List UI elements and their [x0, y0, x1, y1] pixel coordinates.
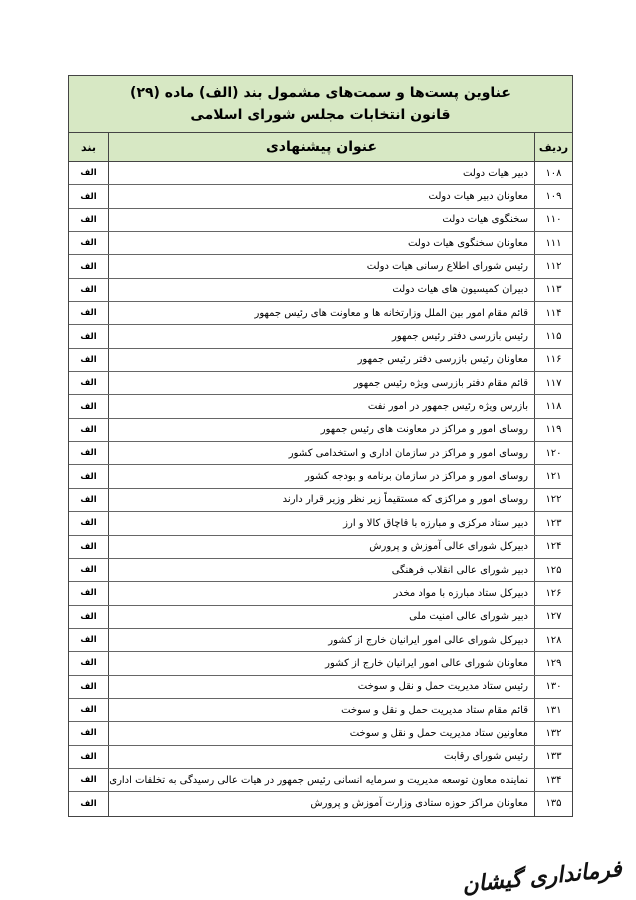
table-row	[69, 652, 572, 675]
row-number: ۱۱۱	[534, 232, 572, 254]
table-row	[69, 209, 572, 232]
row-clause: الف	[80, 448, 97, 459]
row-number: ۱۲۰	[534, 442, 572, 464]
row-number: ۱۳۳	[534, 746, 572, 768]
row-title: معاونان رئیس بازرسی دفتر رئیس جمهور	[108, 349, 534, 371]
row-clause: الف	[80, 471, 97, 482]
row-title: روسای امور و مراکز در معاونت های رئیس جمهور	[108, 419, 534, 441]
table-row	[69, 465, 572, 488]
row-title: قائم مقام ستاد مدیریت حمل و نقل و سوخت	[108, 699, 534, 721]
table-row	[69, 536, 572, 559]
table-row	[69, 442, 572, 465]
table-row	[69, 769, 572, 792]
row-number: ۱۲۸	[534, 629, 572, 651]
row-title: قائم مقام دفتر بازرسی ویژه رئیس جمهور	[108, 372, 534, 394]
row-number: ۱۳۵	[534, 792, 572, 815]
row-title: دبیر هیات دولت	[108, 162, 534, 184]
table-row	[69, 792, 572, 815]
row-title: رئیس ستاد مدیریت حمل و نقل و سوخت	[108, 676, 534, 698]
row-number: ۱۲۵	[534, 559, 572, 581]
table-body	[69, 162, 572, 816]
table-row	[69, 512, 572, 535]
table-row	[69, 302, 572, 325]
row-number: ۱۱۵	[534, 325, 572, 347]
header-row-number: ردیف	[534, 133, 572, 161]
table-row	[69, 419, 572, 442]
row-clause: الف	[80, 168, 97, 179]
table-row	[69, 582, 572, 605]
row-title: معاونان سخنگوی هیات دولت	[108, 232, 534, 254]
row-number: ۱۱۴	[534, 302, 572, 324]
table-row	[69, 255, 572, 278]
table-title-line-1: عناوین پست‌ها و سمت‌های مشمول بند (الف) ماده (۲۹)	[130, 85, 511, 101]
row-clause: الف	[80, 354, 97, 365]
row-clause: الف	[80, 565, 97, 576]
row-title: معاونین ستاد مدیریت حمل و نقل و سوخت	[108, 722, 534, 744]
table-row	[69, 395, 572, 418]
table-row	[69, 629, 572, 652]
row-number: ۱۳۲	[534, 722, 572, 744]
posts-table	[68, 75, 573, 817]
row-number: ۱۱۶	[534, 349, 572, 371]
row-number: ۱۲۱	[534, 465, 572, 487]
table-row	[69, 232, 572, 255]
table-row	[69, 676, 572, 699]
row-title: دبیرکل شورای عالی آموزش و پرورش	[108, 536, 534, 558]
header-proposed-title: عنوان پیشنهادی	[108, 133, 534, 161]
row-clause: الف	[80, 401, 97, 412]
table-row	[69, 489, 572, 512]
row-title: رئیس شورای اطلاع رسانی هیات دولت	[108, 255, 534, 277]
row-number: ۱۲۶	[534, 582, 572, 604]
row-clause: الف	[80, 751, 97, 762]
row-clause: الف	[80, 284, 97, 295]
row-title: دبیر ستاد مرکزی و مبارزه با قاچاق کالا و ارز	[108, 512, 534, 534]
row-number: ۱۱۰	[534, 209, 572, 231]
row-clause: الف	[80, 214, 97, 225]
row-clause: الف	[80, 518, 97, 529]
table-row	[69, 746, 572, 769]
table-row	[69, 185, 572, 208]
table-title-block	[69, 76, 572, 133]
row-clause: الف	[80, 705, 97, 716]
row-title: نماینده معاون توسعه مدیریت و سرمایه انسانی رئیس جمهور در هیات عالی رسیدگی به تخلفات اداری	[108, 769, 534, 791]
row-number: ۱۱۸	[534, 395, 572, 417]
row-title: دبیرکل ستاد مبارزه با مواد مخدر	[108, 582, 534, 604]
row-clause: الف	[80, 261, 97, 272]
row-title: روسای امور و مراکز در سازمان اداری و استخدامی کشور	[108, 442, 534, 464]
row-title: روسای امور و مراکز در سازمان برنامه و بودجه کشور	[108, 465, 534, 487]
row-title: دبیران کمیسیون های هیات دولت	[108, 279, 534, 301]
row-title: سخنگوی هیات دولت	[108, 209, 534, 231]
row-clause: الف	[80, 681, 97, 692]
row-title: معاونان مراکز حوزه ستادی وزارت آموزش و پرورش	[108, 792, 534, 815]
row-clause: الف	[80, 728, 97, 739]
row-title: دبیر شورای عالی امنیت ملی	[108, 606, 534, 628]
row-number: ۱۲۳	[534, 512, 572, 534]
row-number: ۱۱۷	[534, 372, 572, 394]
table-row	[69, 349, 572, 372]
row-number: ۱۲۷	[534, 606, 572, 628]
row-number: ۱۰۹	[534, 185, 572, 207]
row-title: روسای امور و مراکزی که مستقیماً زیر نظر وزیر قرار دارند	[108, 489, 534, 511]
table-row	[69, 162, 572, 185]
row-clause: الف	[80, 798, 97, 809]
governorate-logo-signature: فرمانداری گیشان	[461, 855, 623, 899]
row-title: رئیس شورای رقابت	[108, 746, 534, 768]
table-row	[69, 372, 572, 395]
row-clause: الف	[80, 424, 97, 435]
row-clause: الف	[80, 658, 97, 669]
row-number: ۱۱۲	[534, 255, 572, 277]
header-clause: بند	[81, 140, 96, 154]
table-row	[69, 279, 572, 302]
row-number: ۱۳۰	[534, 676, 572, 698]
row-number: ۱۲۴	[534, 536, 572, 558]
row-number: ۱۱۹	[534, 419, 572, 441]
row-title: معاونان دبیر هیات دولت	[108, 185, 534, 207]
table-row	[69, 699, 572, 722]
row-title: بازرس ویژه رئیس جمهور در امور نفت	[108, 395, 534, 417]
row-clause: الف	[80, 331, 97, 342]
table-row	[69, 325, 572, 348]
row-clause: الف	[80, 308, 97, 319]
row-clause: الف	[80, 775, 97, 786]
row-number: ۱۲۹	[534, 652, 572, 674]
row-title: دبیرکل شورای عالی امور ایرانیان خارج از کشور	[108, 629, 534, 651]
row-title: معاونان شورای عالی امور ایرانیان خارج از کشور	[108, 652, 534, 674]
row-title: دبیر شورای عالی انقلاب فرهنگی	[108, 559, 534, 581]
row-clause: الف	[80, 238, 97, 249]
row-number: ۱۲۲	[534, 489, 572, 511]
row-title: قائم مقام امور بین الملل وزارتخانه ها و معاونت های رئیس جمهور	[108, 302, 534, 324]
row-clause: الف	[80, 494, 97, 505]
table-row	[69, 559, 572, 582]
row-clause: الف	[80, 588, 97, 599]
row-clause: الف	[80, 611, 97, 622]
row-clause: الف	[80, 635, 97, 646]
row-clause: الف	[80, 541, 97, 552]
row-number: ۱۰۸	[534, 162, 572, 184]
table-title-line-2: قانون انتخابات مجلس شورای اسلامی	[190, 107, 451, 123]
table-header-row	[69, 133, 572, 162]
row-clause: الف	[80, 378, 97, 389]
row-title: رئیس بازرسی دفتر رئیس جمهور	[108, 325, 534, 347]
row-number: ۱۱۳	[534, 279, 572, 301]
row-number: ۱۳۱	[534, 699, 572, 721]
table-row	[69, 606, 572, 629]
table-row	[69, 722, 572, 745]
row-number: ۱۳۴	[534, 769, 572, 791]
row-clause: الف	[80, 191, 97, 202]
